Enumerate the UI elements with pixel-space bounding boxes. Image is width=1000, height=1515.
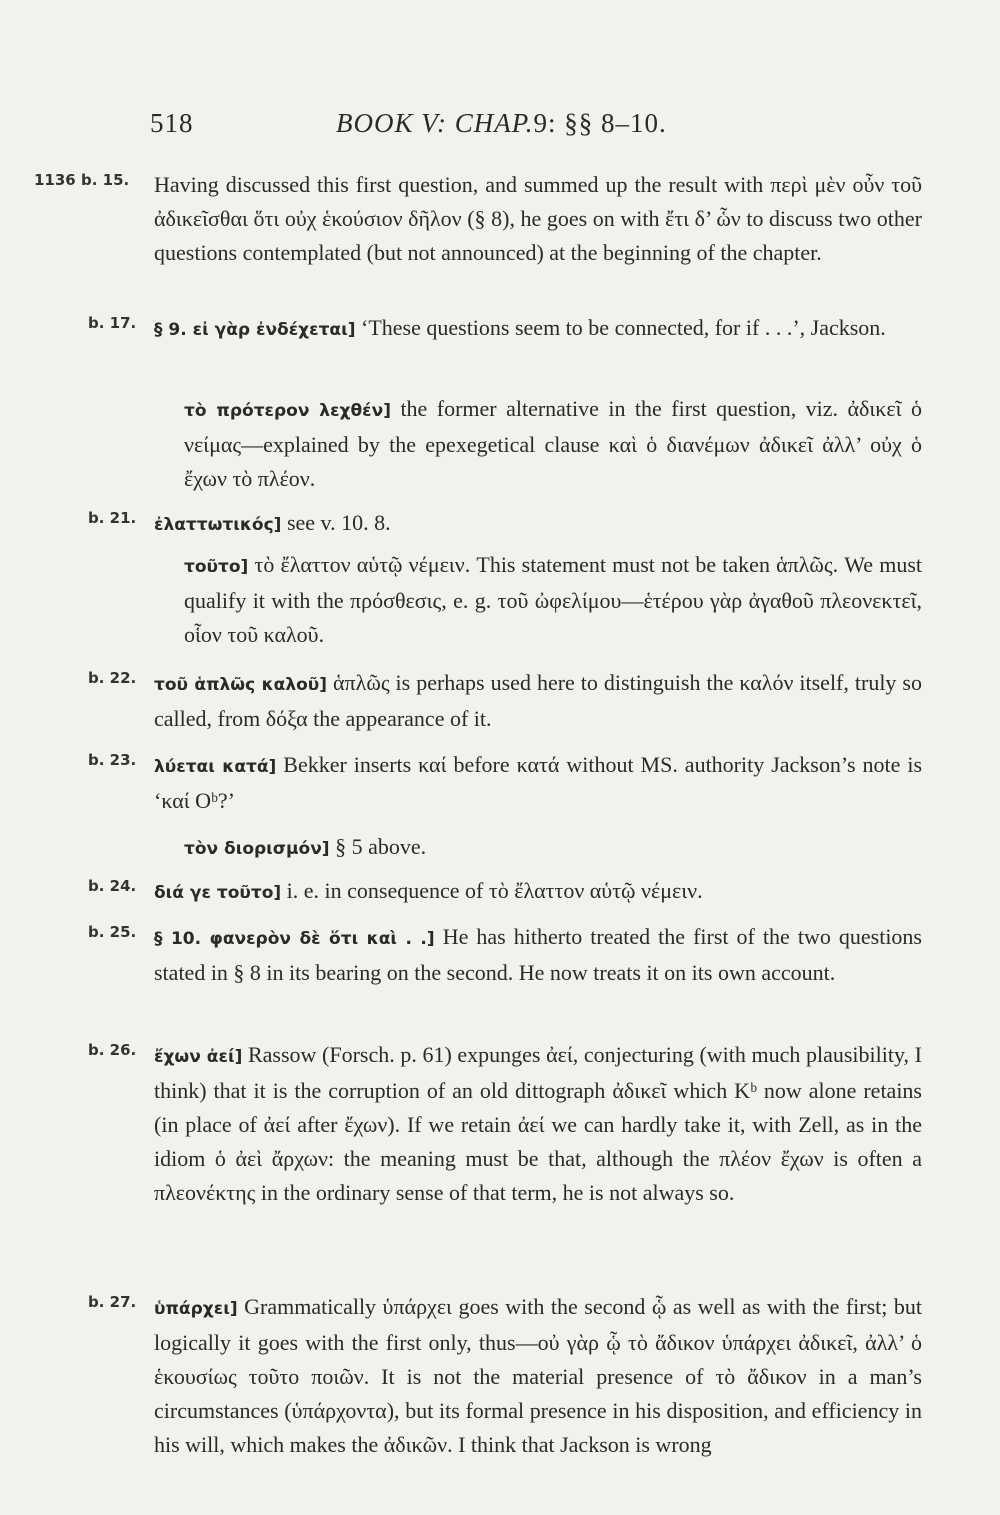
line-reference: 1136 b. 15. xyxy=(34,171,130,189)
note-text xyxy=(184,548,922,652)
line-reference: b. 22. xyxy=(88,669,137,687)
commentary: Rassow (Forsch. p. 61) expunges ἀεί, conjecturing (with much plausibility, I think) that it is the corruption of an old dittograph ἀδικεῖ which Kᵇ now alone retains (in place of ἀεί after ἔχων). If we retain ἀεί we can hardly take it, with Zell, as in the idiom ὁ ἀεὶ ἄρχων: the meaning must be that, although the πλέον ἔχων is often a πλεονέκτης in the ordinary sense of that term, he is not always so. xyxy=(154,1042,922,1205)
note-text xyxy=(154,920,922,990)
lemma: τοῦ ἁπλῶς καλοῦ] xyxy=(154,675,328,695)
chapter-number: 9 xyxy=(533,108,548,138)
commentary: § 5 above. xyxy=(335,834,427,859)
lemma: ἐλαττωτικός] xyxy=(154,515,282,535)
commentary: i. e. in consequence of τὸ ἔλαττον αὑτῷ νέμειν. xyxy=(286,878,703,903)
note-text xyxy=(154,1290,922,1462)
line-reference: b. 17. xyxy=(88,314,137,332)
commentary: see v. 10. 8. xyxy=(286,510,391,535)
commentary: the former alternative in the first question, viz. ἀδικεῖ ὁ νείμας—explained by the epexegetical clause καὶ ὁ διανέμων ἀδικεῖ ἀλλ’ οὐχ ὁ ἔχων τὸ πλέον. xyxy=(184,396,922,491)
lemma: ἔχων ἀεί] xyxy=(154,1047,243,1067)
note-text xyxy=(154,748,922,818)
line-reference: b. 27. xyxy=(88,1293,137,1311)
lemma: διά γε τοῦτο] xyxy=(154,883,282,903)
lemma: § 10. φανερὸν δὲ ὅτι καὶ . .] xyxy=(154,929,435,949)
commentary: τὸ ἔλαττον αὑτῷ νέμειν. This statement must not be taken ἁπλῶς. We must qualify it with the πρόσθεσις, e. g. τοῦ ὠφελίμου—ἑτέρου γὰρ ἀγαθοῦ πλεονεκτεῖ, οἷον τοῦ καλοῦ. xyxy=(184,552,922,647)
note-text xyxy=(154,666,922,736)
lemma: λύεται κατά] xyxy=(154,757,277,777)
lemma: ὑπάρχει] xyxy=(154,1299,238,1319)
commentary: Grammatically ὑπάρχει goes with the second ᾧ as well as with the first; but logically it goes with the first only, thus—οὐ γὰρ ᾧ τὸ ἄδικον ὑπάρχει ἀδικεῖ, ἀλλ’ ὁ ἑκουσίως τοῦτο ποιῶν. It is not the material presence of τὸ ἄδικον in a man’s circumstances (ὑπάρχοντα), but its formal presence in his disposition, and efficiency in his will, which makes the ἀδικῶν. I think that Jackson is wrong xyxy=(154,1294,922,1457)
line-reference: b. 24. xyxy=(88,877,137,895)
lemma: τὸν διορισμόν] xyxy=(184,839,330,859)
note-text xyxy=(154,1038,922,1210)
note-text xyxy=(184,392,922,496)
line-reference: b. 26. xyxy=(88,1041,137,1059)
section-range: : §§ 8–10. xyxy=(548,108,667,138)
line-reference: b. 21. xyxy=(88,509,137,527)
commentary: ἁπλῶς is perhaps used here to distinguish the καλόν itself, truly so called, from δόξα the appearance of it. xyxy=(154,670,922,731)
commentary: ‘These questions seem to be connected, for if . . .’, Jackson. xyxy=(361,315,886,340)
page-number: 518 xyxy=(150,108,194,138)
note-text xyxy=(154,311,922,347)
commentary: He has hitherto treated the first of the two questions stated in § 8 in its bearing on the second. He now treats it on its own account. xyxy=(154,924,922,985)
note-text xyxy=(154,874,922,910)
lemma: τὸ πρότερον λεχθέν] xyxy=(184,401,391,421)
note-text xyxy=(184,830,922,866)
running-title: BOOK V: CHAP.9: §§ 8–10. xyxy=(336,108,667,138)
lemma: § 9. εἰ γὰρ ἐνδέχεται] xyxy=(154,320,356,340)
lemma: τοῦτο] xyxy=(184,557,249,577)
line-reference: b. 25. xyxy=(88,923,137,941)
note-text xyxy=(154,506,922,542)
note-text: Having discussed this first question, and summed up the result with περὶ μὲν οὖν τοῦ ἀδικεῖσθαι ὅτι οὐχ ἑκούσιον δῆλον (§ 8), he goes on with ἔτι δ’ ὧν to discuss two other questions contemplated (but not announced) at the beginning of the chapter. xyxy=(154,172,922,265)
commentary: Bekker inserts καί before κατά without MS. authority Jackson’s note is ‘καί Oᵇ?’ xyxy=(154,752,923,813)
line-reference: b. 23. xyxy=(88,751,137,769)
